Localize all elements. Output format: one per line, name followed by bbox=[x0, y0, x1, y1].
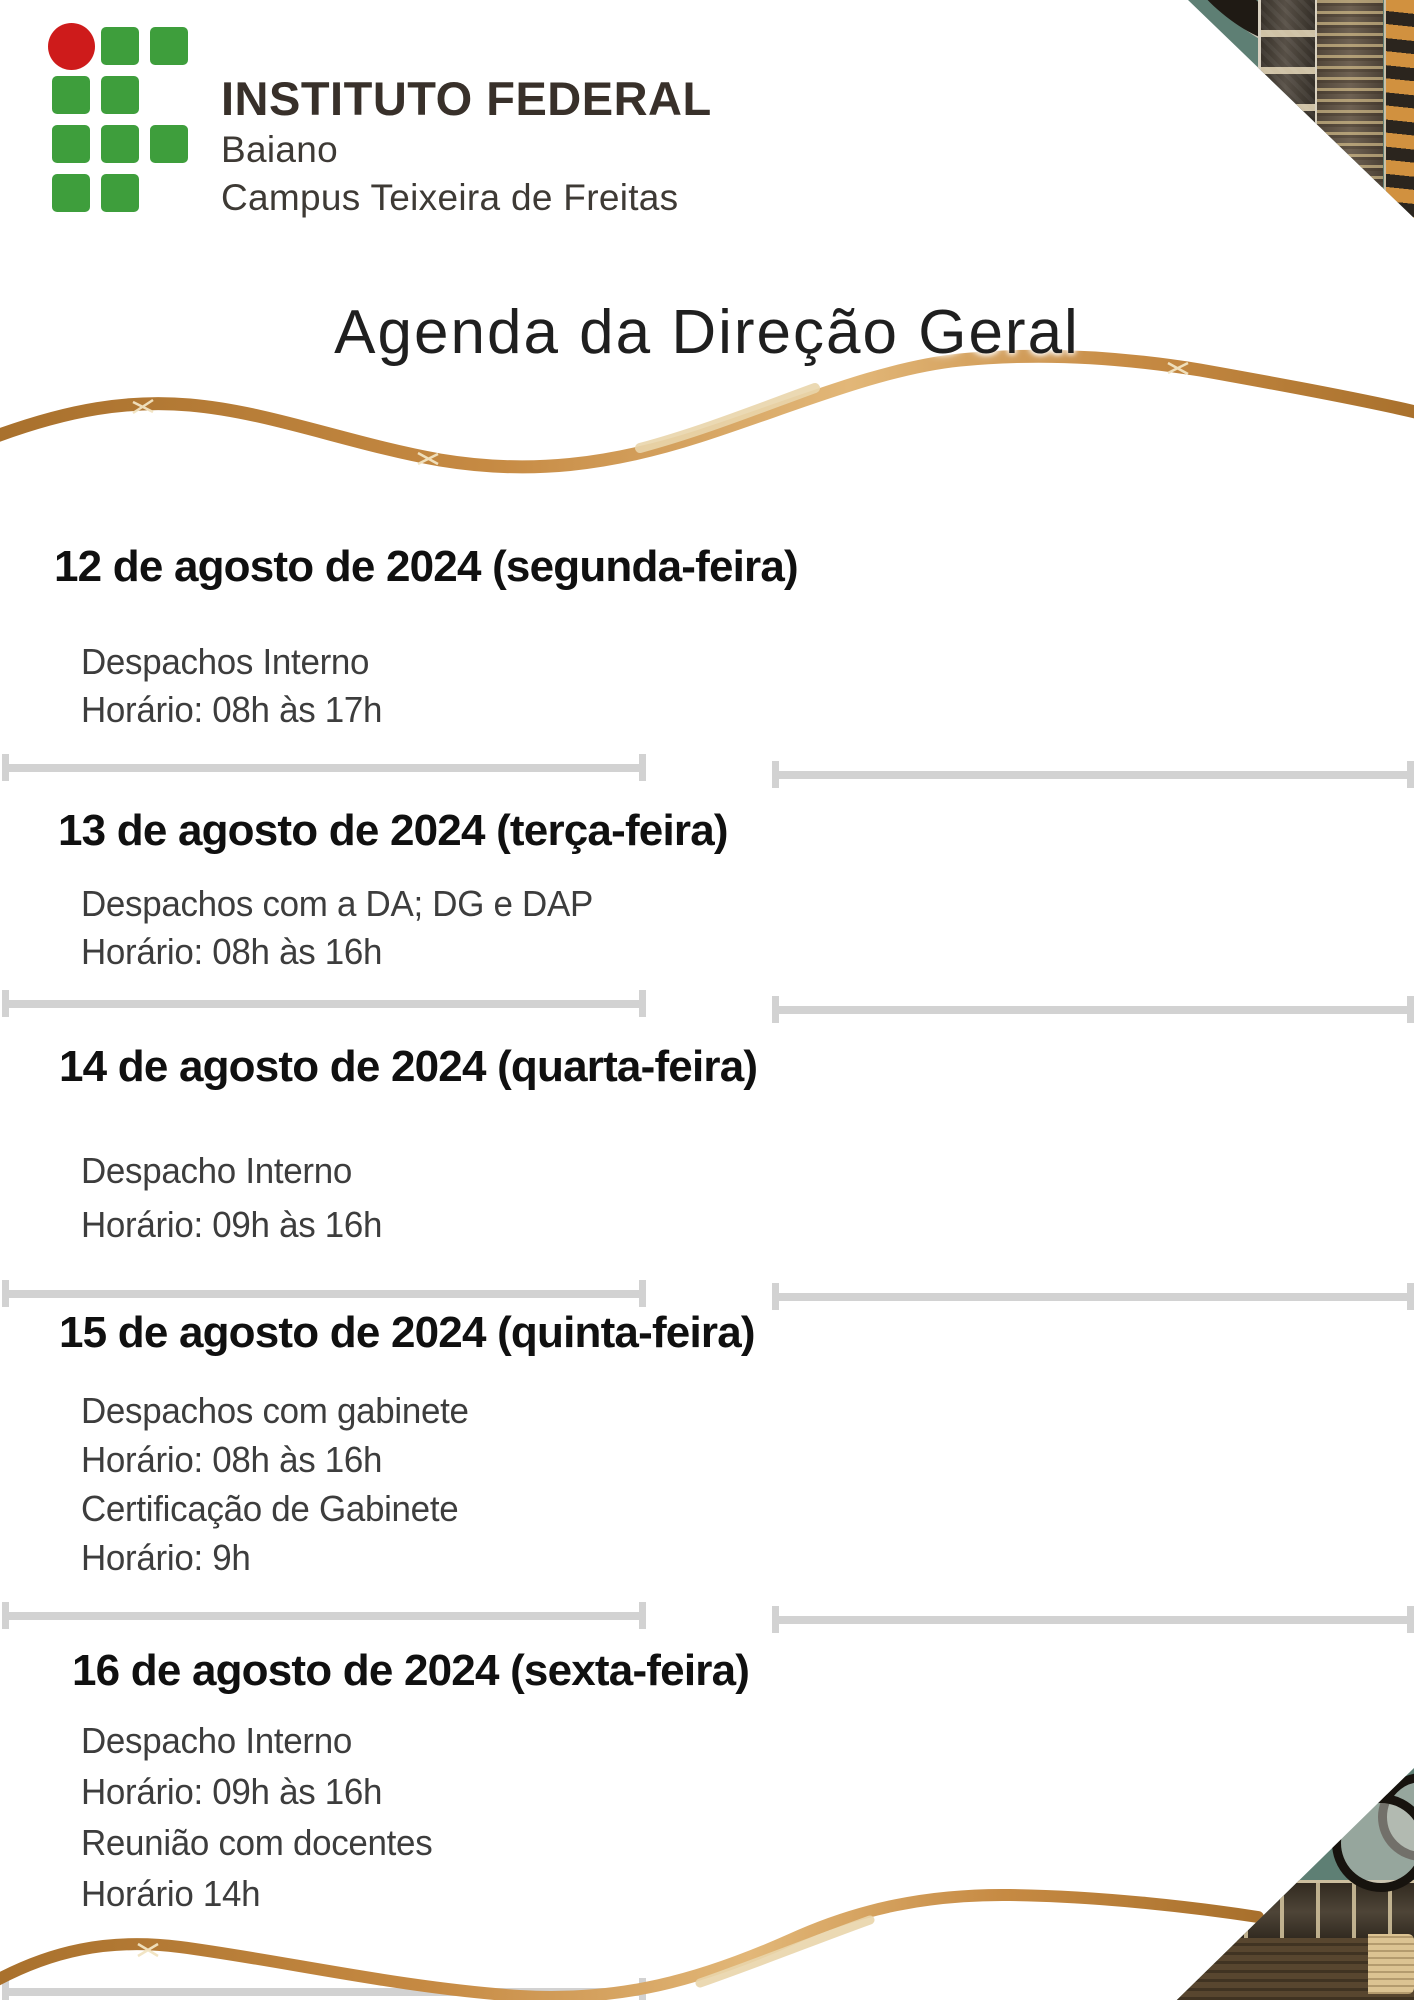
entry-line: Certificação de Gabinete bbox=[81, 1488, 459, 1529]
entry-body bbox=[81, 1144, 382, 1252]
section-divider-left bbox=[2, 1290, 646, 1298]
entry-date: 16 de agosto de 2024 (sexta-feira) bbox=[72, 1646, 750, 1695]
section-divider-left bbox=[2, 1988, 646, 1996]
section-divider-left bbox=[2, 1612, 646, 1620]
books-glasses-photo-bottom-right bbox=[1172, 1768, 1414, 2000]
entry-line: Despachos Interno bbox=[81, 641, 370, 682]
page-title: Agenda da Direção Geral bbox=[334, 298, 1080, 367]
books-photo-top-right bbox=[1188, 0, 1414, 218]
entry-line: Despacho Interno bbox=[81, 1150, 353, 1191]
logo-red-circle bbox=[48, 23, 95, 70]
entry-line: Horário 14h bbox=[81, 1873, 261, 1914]
entry-date: 14 de agosto de 2024 (quarta-feira) bbox=[59, 1042, 758, 1091]
entry-date: 15 de agosto de 2024 (quinta-feira) bbox=[59, 1308, 755, 1357]
logo-square bbox=[101, 125, 139, 163]
entry-date: 13 de agosto de 2024 (terça-feira) bbox=[58, 806, 728, 855]
entry-line: Horário: 09h às 16h bbox=[81, 1204, 383, 1245]
entry-line: Reunião com docentes bbox=[81, 1822, 433, 1863]
logo-square bbox=[101, 27, 139, 65]
glasses-lens bbox=[1332, 1794, 1414, 1892]
institution-unit: Baiano bbox=[221, 129, 339, 170]
logo-square bbox=[150, 125, 188, 163]
logo-square bbox=[52, 76, 90, 114]
logo-square bbox=[150, 27, 188, 65]
entry-body bbox=[81, 638, 382, 734]
logo-square bbox=[101, 76, 139, 114]
book-pages-edge bbox=[1368, 1934, 1414, 1994]
gold-wave-top bbox=[0, 356, 1414, 467]
logo-square bbox=[52, 125, 90, 163]
entry-line: Horário: 08h às 16h bbox=[81, 931, 383, 972]
entry-body bbox=[81, 880, 593, 976]
section-divider-left bbox=[2, 1000, 646, 1008]
campus-name: Campus Teixeira de Freitas bbox=[221, 177, 679, 218]
entry-line: Despacho Interno bbox=[81, 1720, 353, 1761]
section-divider-right bbox=[772, 1293, 1414, 1301]
entry-body bbox=[81, 1386, 469, 1582]
wave-texture-marks bbox=[138, 1944, 158, 1956]
entry-line: Despachos com a DA; DG e DAP bbox=[81, 883, 593, 924]
entry-line: Despachos com gabinete bbox=[81, 1390, 469, 1431]
entry-body bbox=[81, 1715, 432, 1919]
book-spine bbox=[1384, 0, 1414, 218]
wave-texture-marks bbox=[133, 363, 1188, 464]
institution-name: INSTITUTO FEDERAL bbox=[221, 72, 712, 125]
section-divider-right bbox=[772, 771, 1414, 779]
logo-square bbox=[101, 174, 139, 212]
book-spine bbox=[1315, 0, 1383, 218]
entry-line: Horário: 9h bbox=[81, 1537, 251, 1578]
section-divider-left bbox=[2, 764, 646, 772]
section-divider-right bbox=[772, 1616, 1414, 1624]
logo-square bbox=[52, 174, 90, 212]
entry-line: Horário: 08h às 17h bbox=[81, 689, 383, 730]
section-divider-right bbox=[772, 1006, 1414, 1014]
entry-line: Horário: 08h às 16h bbox=[81, 1439, 383, 1480]
entry-line: Horário: 09h às 16h bbox=[81, 1771, 383, 1812]
book-spine bbox=[1258, 0, 1315, 218]
entry-date: 12 de agosto de 2024 (segunda-feira) bbox=[54, 542, 798, 591]
